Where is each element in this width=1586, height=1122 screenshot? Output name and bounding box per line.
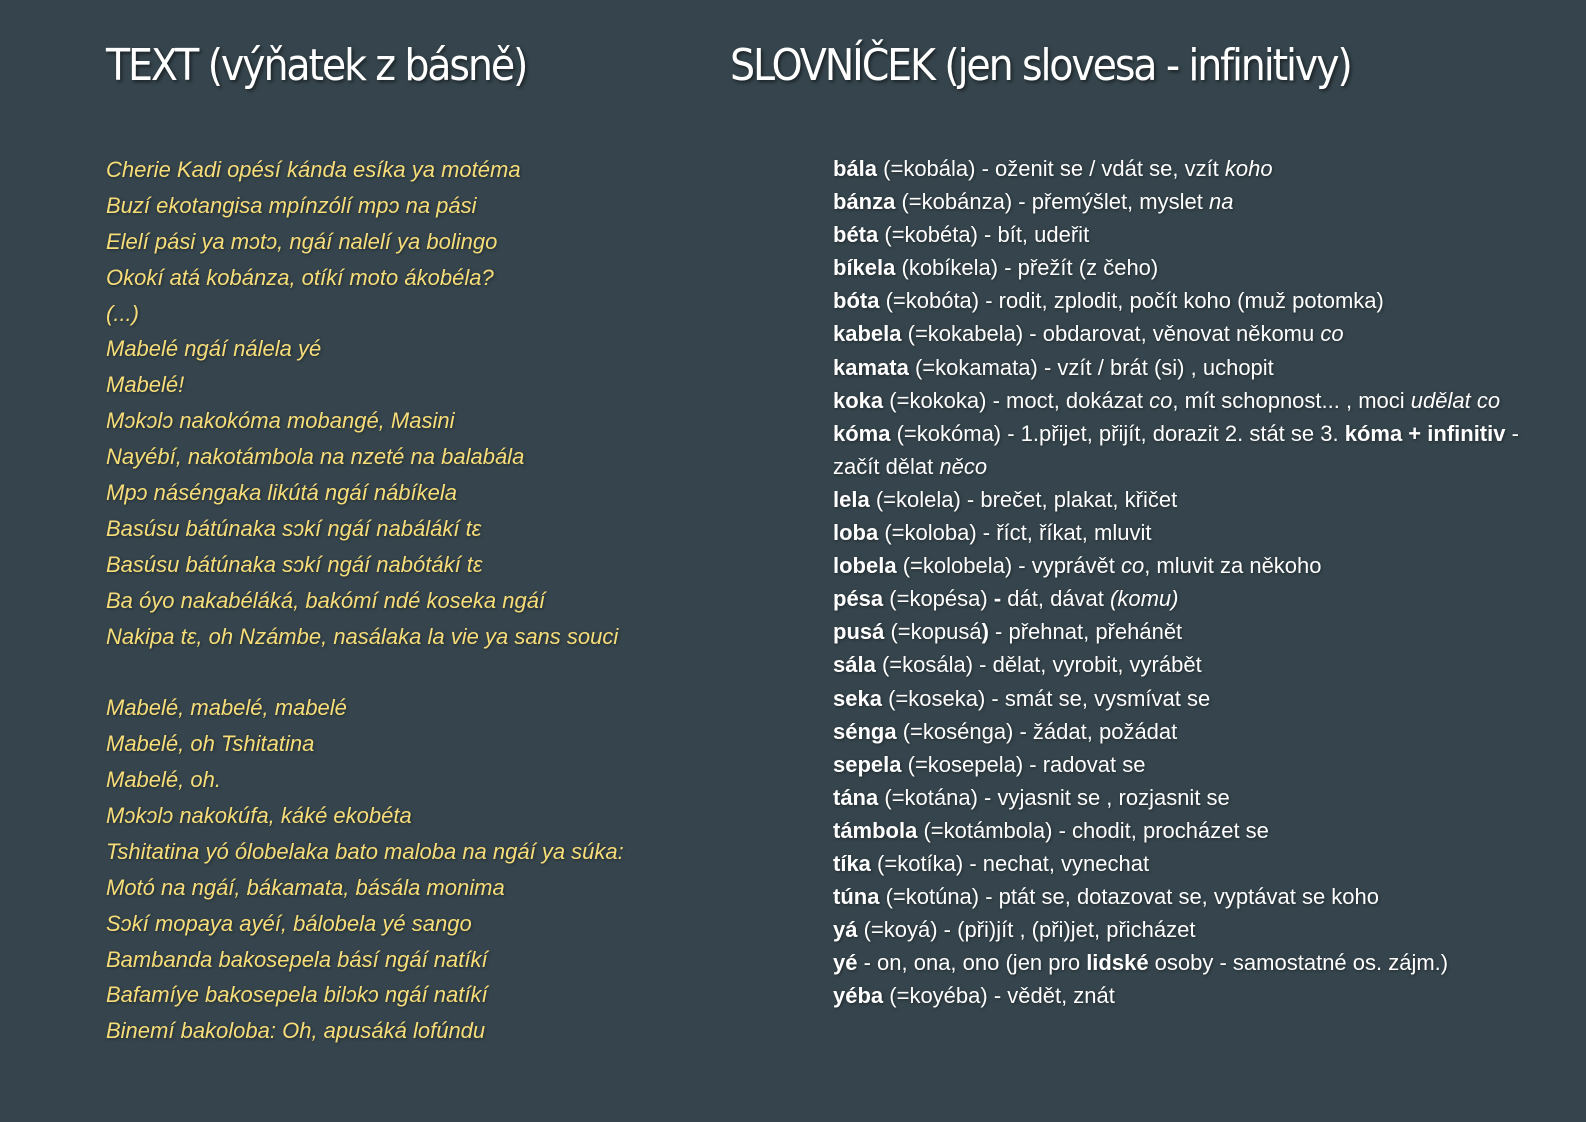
poem-line: Elelí pási ya mɔtɔ, ngáí nalelí ya bolingo [106, 228, 498, 254]
vocabulary-heading: SLOVNÍČEK (jen slovesa - infinitivy) [730, 40, 1351, 91]
poem-line: Mabelé, mabelé, mabelé [106, 695, 347, 721]
vocab-word: bánza [833, 189, 896, 215]
vocab-word: túna [833, 884, 880, 910]
poem-line: Bafamíye bakosepela bilɔkɔ ngáí natíkí [106, 982, 488, 1008]
vocab-entry [833, 384, 1528, 417]
vocab-word: bála [833, 156, 878, 181]
vocab-word: támbola [833, 817, 918, 843]
poem-line: Cherie Kadi opésí kánda esíka ya motéma [106, 157, 521, 182]
vocab-object: na [1208, 189, 1234, 215]
vocab-entry [833, 549, 1528, 582]
vocab-definition: (=kotámbola) - chodit, procházet se [917, 817, 1269, 843]
vocab-word: lobela [833, 553, 897, 579]
poem-excerpt [106, 152, 676, 1049]
vocab-object: něco [939, 453, 988, 479]
vocab-entry [833, 582, 1528, 615]
vocab-definition: (=kotíka) - nechat, vynechat [870, 850, 1150, 876]
vocab-word: seka [833, 685, 882, 711]
vocab-definition: osoby - samostatné os. zájm.) [1148, 950, 1449, 976]
vocab-word: koka [833, 387, 884, 413]
vocab-word: lela [833, 486, 870, 512]
poem-line: Mabelé! [106, 372, 185, 398]
vocab-word: tána [833, 784, 879, 810]
vocab-definition: (=koyá) - (při)jít , (při)jet, přicházet [857, 917, 1196, 943]
vocab-definition: (=kokoka) - moct, dokázat [883, 387, 1150, 413]
vocab-definition: (=kolela) - brečet, plakat, křičet [869, 486, 1178, 512]
vocab-object: koho [1224, 156, 1273, 181]
poem-line: Bambanda bakosepela básí ngáí natíkí [106, 946, 488, 972]
vocab-definition: (=kobéta) - bít, udeřit [878, 222, 1090, 248]
vocab-word: kabela [833, 321, 902, 347]
vocab-entry [833, 317, 1528, 350]
vocab-entry [833, 913, 1528, 946]
vocab-word: yá [833, 917, 858, 943]
stanza-break [106, 654, 676, 690]
vocab-definition: (=kobála) - oženit se / vdát se, vzít [877, 156, 1225, 181]
vocab-entry [833, 185, 1528, 218]
poem-line: Nayébí, nakotámbola na nzeté na balabála [106, 444, 525, 470]
vocab-definition: (=kosénga) - žádat, požádat [896, 718, 1178, 744]
vocab-definition: , mít schopnost... , moci [1172, 387, 1411, 413]
vocab-entry [833, 483, 1528, 516]
vocab-word: kóma [833, 420, 891, 446]
vocab-definition: - on, ona, ono (jen pro [857, 950, 1087, 976]
vocab-definition: (=kotúna) - ptát se, dotazovat se, vyptávat se koho [879, 884, 1380, 910]
vocab-definition: - začít dělat [833, 420, 1519, 479]
vocab-definition: (=kobóta) - rodit, zplodit, počít koho (muž potomka) [879, 288, 1384, 314]
vocab-definition: (=koyéba) - vědět, znát [883, 983, 1115, 1009]
vocab-entry [833, 880, 1528, 913]
poem-line: Okokí atá kobánza, otíkí moto ákobéla? [106, 264, 494, 290]
vocab-word: bíkela [833, 255, 896, 281]
vocab-emphasis: ) [981, 619, 989, 645]
vocab-definition: (=koseka) - smát se, vysmívat se [881, 685, 1211, 711]
poem-line: Mɔkɔlɔ nakokúfa, káké ekobéta [106, 803, 412, 829]
vocab-entry [833, 682, 1528, 715]
vocab-word: béta [833, 222, 879, 248]
vocab-entry [833, 979, 1528, 1012]
vocab-entry [833, 152, 1528, 185]
vocab-definition: (=kokamata) - vzít / brát (si) , uchopit [908, 354, 1274, 380]
vocabulary-list [833, 152, 1528, 1012]
vocab-definition: , mluvit za někoho [1144, 553, 1322, 579]
poem-line: Mɔkɔlɔ nakokóma mobangé, Masini [106, 408, 455, 434]
vocab-word: sénga [833, 718, 897, 744]
poem-line: Mabelé, oh. [106, 767, 221, 793]
poem-line: Motó na ngáí, bákamata, básála monima [106, 874, 505, 900]
vocab-entry [833, 284, 1528, 317]
vocab-entry [833, 218, 1528, 251]
vocab-entry [833, 516, 1528, 549]
vocab-definition: (=kotána) - vyjasnit se , rozjasnit se [878, 784, 1230, 810]
vocab-emphasis: kóma + infinitiv [1344, 420, 1506, 446]
vocab-word: tíka [833, 850, 871, 876]
vocab-definition: (=kosála) - dělat, vyrobit, vyrábět [875, 652, 1202, 678]
vocab-definition: (=kobánza) - přemýšlet, myslet [895, 189, 1209, 215]
poem-line: Mabelé, oh Tshitatina [106, 731, 315, 757]
vocab-object: co [1120, 553, 1145, 579]
vocab-definition: (=kosepela) - radovat se [901, 751, 1146, 777]
vocab-word: bóta [833, 288, 880, 314]
poem-line: Tshitatina yó ólobelaka bato maloba na ngáí ya súka: [106, 838, 624, 864]
vocab-definition: - přehnat, přehánět [988, 619, 1183, 645]
vocab-definition: (kobíkela) - přežít (z čeho) [895, 255, 1159, 281]
vocab-object: (komu) [1110, 586, 1179, 612]
vocab-entry [833, 946, 1528, 979]
poem-line: Nakipa tɛ, oh Nzámbe, nasálaka la vie ya sans souci [106, 623, 619, 649]
vocab-definition: (=kolobela) - vyprávět [896, 553, 1121, 579]
vocab-emphasis: lidské [1086, 950, 1149, 976]
vocab-definition: (=kopésa) [883, 586, 994, 612]
poem-line: (...) [106, 300, 139, 326]
vocab-word: yéba [833, 983, 884, 1009]
text-heading: TEXT (výňatek z básně) [106, 40, 527, 91]
vocab-emphasis: - [993, 586, 1002, 612]
vocab-word: kamata [833, 354, 909, 380]
poem-line: Buzí ekotangisa mpínzólí mpɔ na pási [106, 192, 477, 218]
vocab-entry [833, 251, 1528, 284]
vocab-word: yé [833, 950, 858, 976]
vocab-word: sála [833, 652, 876, 678]
vocab-entry [833, 715, 1528, 748]
poem-line: Basúsu bátúnaka sɔkí ngáí nabálákí tɛ [106, 515, 482, 541]
vocab-word: pésa [833, 586, 884, 612]
vocab-word: pusá [833, 619, 885, 645]
poem-line: Sɔkí mopaya ayéí, bálobela yé sango [106, 910, 472, 936]
poem-line: Ba óyo nakabéláká, bakómí ndé koseka ngáí [106, 587, 546, 613]
vocab-object: co [1149, 387, 1173, 413]
vocab-entry [833, 417, 1528, 483]
vocab-object: co [1320, 321, 1344, 347]
vocab-definition: dát, dávat [1001, 586, 1111, 612]
vocab-entry [833, 351, 1528, 384]
vocab-entry [833, 615, 1528, 648]
vocab-definition: (=kokóma) - 1.přijet, přijít, dorazit 2. stát se 3. [890, 420, 1345, 446]
vocab-entry [833, 781, 1528, 814]
poem-line: Mpɔ náséngaka likútá ngáí nábíkela [106, 480, 458, 506]
vocab-entry [833, 847, 1528, 880]
vocab-entry [833, 748, 1528, 781]
vocab-definition: (=koloba) - říct, říkat, mluvit [878, 520, 1152, 546]
poem-line: Basúsu bátúnaka sɔkí ngáí nabótákí tɛ [106, 551, 483, 577]
vocab-word: loba [833, 520, 879, 546]
vocab-object: udělat co [1410, 387, 1501, 413]
vocab-entry [833, 648, 1528, 681]
vocab-entry [833, 814, 1528, 847]
poem-line: Binemí bakoloba: Oh, apusáká lofúndu [106, 1018, 486, 1044]
poem-line: Mabelé ngáí nálela yé [106, 336, 322, 362]
vocab-definition: (=kokabela) - obdarovat, věnovat někomu [901, 321, 1321, 347]
vocab-word: sepela [833, 751, 902, 777]
vocab-definition: (=kopusá [884, 619, 982, 645]
